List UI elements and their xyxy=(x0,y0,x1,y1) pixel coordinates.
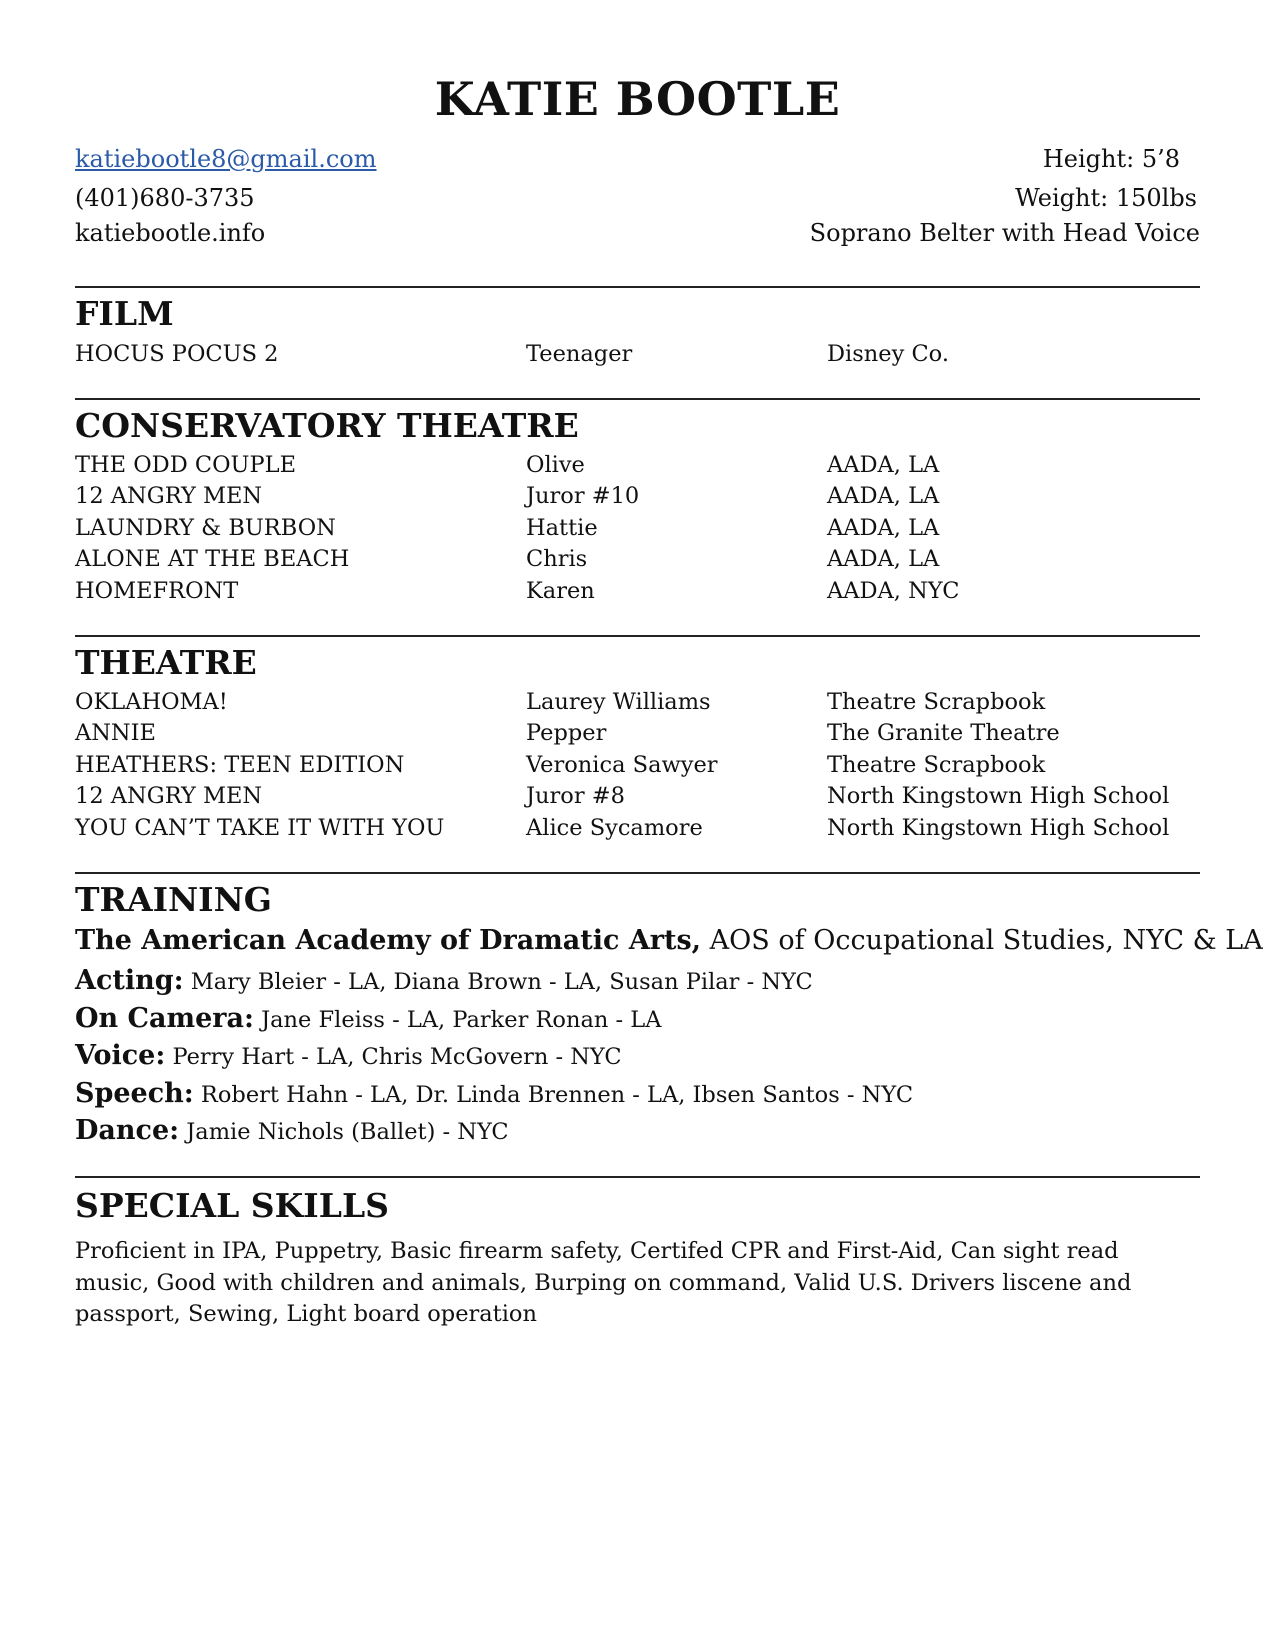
resume-page xyxy=(75,0,1263,1650)
credit-row xyxy=(75,687,1200,718)
credit-venue: AADA, LA xyxy=(827,452,940,478)
credit-role: Veronica Sawyer xyxy=(526,752,718,778)
credit-role: Pepper xyxy=(526,720,607,746)
credit-row xyxy=(75,513,1200,544)
credit-show: HOMEFRONT xyxy=(75,578,239,604)
training-label: Speech: xyxy=(75,1078,194,1109)
contact-row-1 xyxy=(75,142,1200,176)
divider-rule xyxy=(75,872,1200,874)
credit-venue: Theatre Scrapbook xyxy=(827,752,1046,778)
skills-text: Proficient in IPA, Puppetry, Basic firearm safety, Certifed CPR and First-Aid, Can sight read music, Good with children and animals, Burping on command, Valid U.S. Drivers liscene and passport, Sewing, Light board operation xyxy=(75,1238,1132,1327)
divider-rule xyxy=(75,398,1200,400)
credit-row xyxy=(75,781,1200,812)
training-line xyxy=(75,1075,913,1113)
height-stat: Height: 5’8 xyxy=(1042,145,1180,173)
contact-row-2 xyxy=(75,181,1200,215)
credit-row xyxy=(75,481,1200,512)
training-line xyxy=(75,1037,622,1075)
section-title-film: FILM xyxy=(75,294,174,333)
credit-show: LAUNDRY & BURBON xyxy=(75,515,336,541)
section-title-training: TRAINING xyxy=(75,880,272,919)
divider-rule xyxy=(75,286,1200,288)
website-text: katiebootle.info xyxy=(75,219,266,247)
section-title-conservatory: CONSERVATORY THEATRE xyxy=(75,406,579,445)
training-label: Voice: xyxy=(75,1040,166,1071)
credit-role: Olive xyxy=(526,452,585,478)
credit-role: Hattie xyxy=(526,515,598,541)
training-detail: Robert Hahn - LA, Dr. Linda Brennen - LA, Ibsen Santos - NYC xyxy=(193,1082,914,1108)
credit-show: ANNIE xyxy=(75,720,156,746)
training-label: Acting: xyxy=(75,965,184,996)
credit-venue: Theatre Scrapbook xyxy=(827,689,1046,715)
credit-venue: North Kingstown High School xyxy=(827,815,1170,841)
email-link[interactable]: katiebootle8@gmail.com xyxy=(75,145,377,173)
training-school xyxy=(75,922,1263,960)
credit-venue: AADA, LA xyxy=(827,515,940,541)
credit-role: Juror #8 xyxy=(526,783,625,809)
training-detail: Perry Hart - LA, Chris McGovern - NYC xyxy=(165,1044,622,1070)
credit-venue: AADA, NYC xyxy=(827,578,960,604)
credit-venue: AADA, LA xyxy=(827,483,940,509)
contact-row-3 xyxy=(75,216,1200,250)
credit-show: HEATHERS: TEEN EDITION xyxy=(75,752,405,778)
credit-venue: Disney Co. xyxy=(827,341,949,367)
credit-row xyxy=(75,544,1200,575)
credit-row xyxy=(75,450,1200,481)
credit-row xyxy=(75,339,1200,370)
resume-name: KATIE BOOTLE xyxy=(434,72,841,126)
school-name: The American Academy of Dramatic Arts, xyxy=(75,925,702,956)
credit-role: Juror #10 xyxy=(526,483,640,509)
credit-row xyxy=(75,576,1200,607)
training-detail: Jamie Nichols (Ballet) - NYC xyxy=(179,1119,509,1145)
credit-role: Alice Sycamore xyxy=(526,815,703,841)
credit-row xyxy=(75,813,1200,844)
credit-venue: North Kingstown High School xyxy=(827,783,1170,809)
credit-role: Laurey Williams xyxy=(526,689,711,715)
credit-show: YOU CAN’T TAKE IT WITH YOU xyxy=(75,815,445,841)
training-line xyxy=(75,1112,509,1150)
training-detail: Jane Fleiss - LA, Parker Ronan - LA xyxy=(253,1007,662,1033)
voice-type: Soprano Belter with Head Voice xyxy=(809,219,1200,247)
credit-row xyxy=(75,750,1200,781)
credit-row xyxy=(75,718,1200,749)
divider-rule xyxy=(75,635,1200,637)
training-label: On Camera: xyxy=(75,1003,254,1034)
credit-role: Teenager xyxy=(526,341,633,367)
training-label: Dance: xyxy=(75,1115,180,1146)
section-title-skills: SPECIAL SKILLS xyxy=(75,1186,389,1225)
weight-stat: Weight: 150lbs xyxy=(1015,184,1197,212)
training-detail: Mary Bleier - LA, Diana Brown - LA, Susan Pilar - NYC xyxy=(183,969,813,995)
training-line xyxy=(75,962,813,1000)
credit-show: OKLAHOMA! xyxy=(75,689,228,715)
divider-rule xyxy=(75,1176,1200,1178)
credit-role: Chris xyxy=(526,546,588,572)
section-title-theatre: THEATRE xyxy=(75,643,257,682)
school-detail: AOS of Occupational Studies, NYC & LA xyxy=(701,925,1263,956)
credit-venue: AADA, LA xyxy=(827,546,940,572)
training-line xyxy=(75,1000,661,1038)
credit-show: 12 ANGRY MEN xyxy=(75,483,263,509)
credit-show: HOCUS POCUS 2 xyxy=(75,341,279,367)
credit-venue: The Granite Theatre xyxy=(827,720,1060,746)
credit-show: THE ODD COUPLE xyxy=(75,452,297,478)
credit-show: 12 ANGRY MEN xyxy=(75,783,263,809)
phone-number: (401)680-3735 xyxy=(75,184,255,212)
credit-show: ALONE AT THE BEACH xyxy=(75,546,350,572)
credit-role: Karen xyxy=(526,578,595,604)
